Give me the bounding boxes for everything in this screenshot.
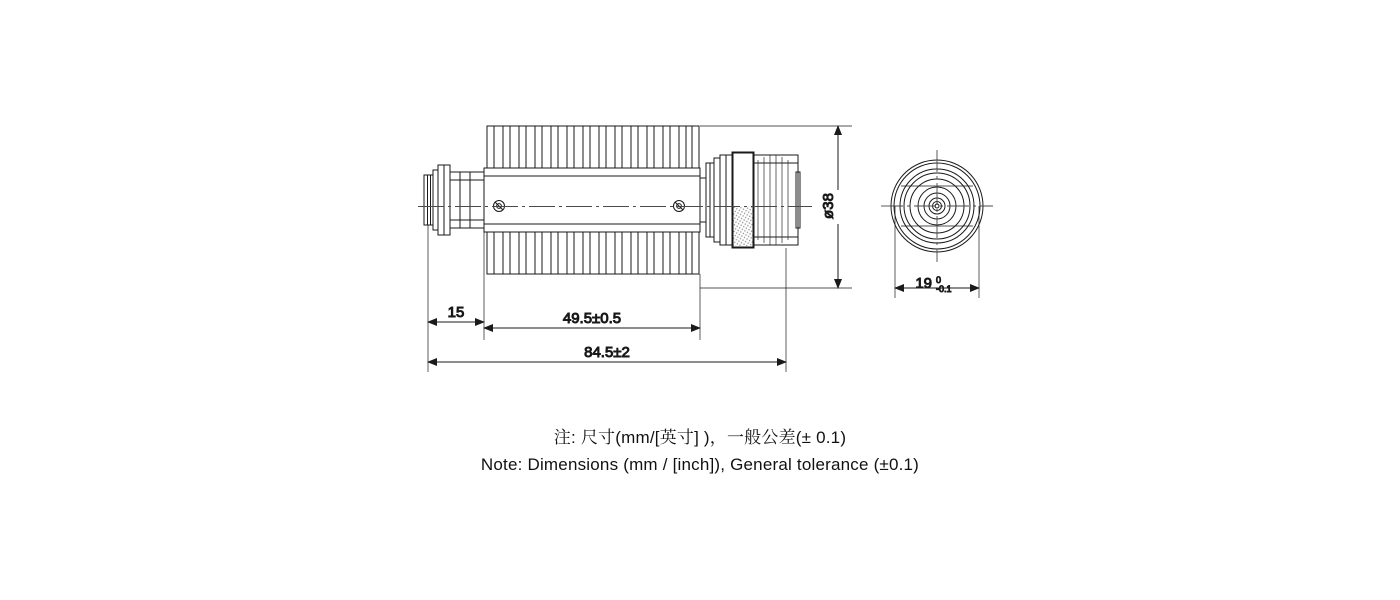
dim-19-label: 19: [915, 275, 932, 292]
dimension-84-5: [428, 344, 786, 362]
dimension-15: [428, 304, 484, 322]
body-screw-right: [674, 201, 685, 212]
dim-84-5-label: 84.5±2: [584, 344, 630, 361]
body-screw-left: [494, 201, 505, 212]
heatsink-fins: [487, 126, 699, 274]
dim-diameter-38-label: ø38: [820, 193, 837, 219]
dim-49-5-label: 49.5±0.5: [562, 310, 622, 327]
dim-19-lower-tolerance: -0.1: [936, 284, 952, 294]
dim-19-upper-tolerance: 0: [936, 275, 942, 285]
note-line-chinese: 注: 尺寸(mm/[英寸] )，一般公差(± 0.1): [553, 428, 847, 447]
end-view-body: [881, 150, 993, 262]
dim-15-label: 15: [447, 304, 465, 321]
note-line-english: Note: Dimensions (mm / [inch]), General tolerance (±0.1): [480, 455, 920, 474]
dimension-49-5: [484, 310, 700, 328]
notes-block: [0, 424, 1400, 478]
side-view-body: [424, 126, 800, 274]
